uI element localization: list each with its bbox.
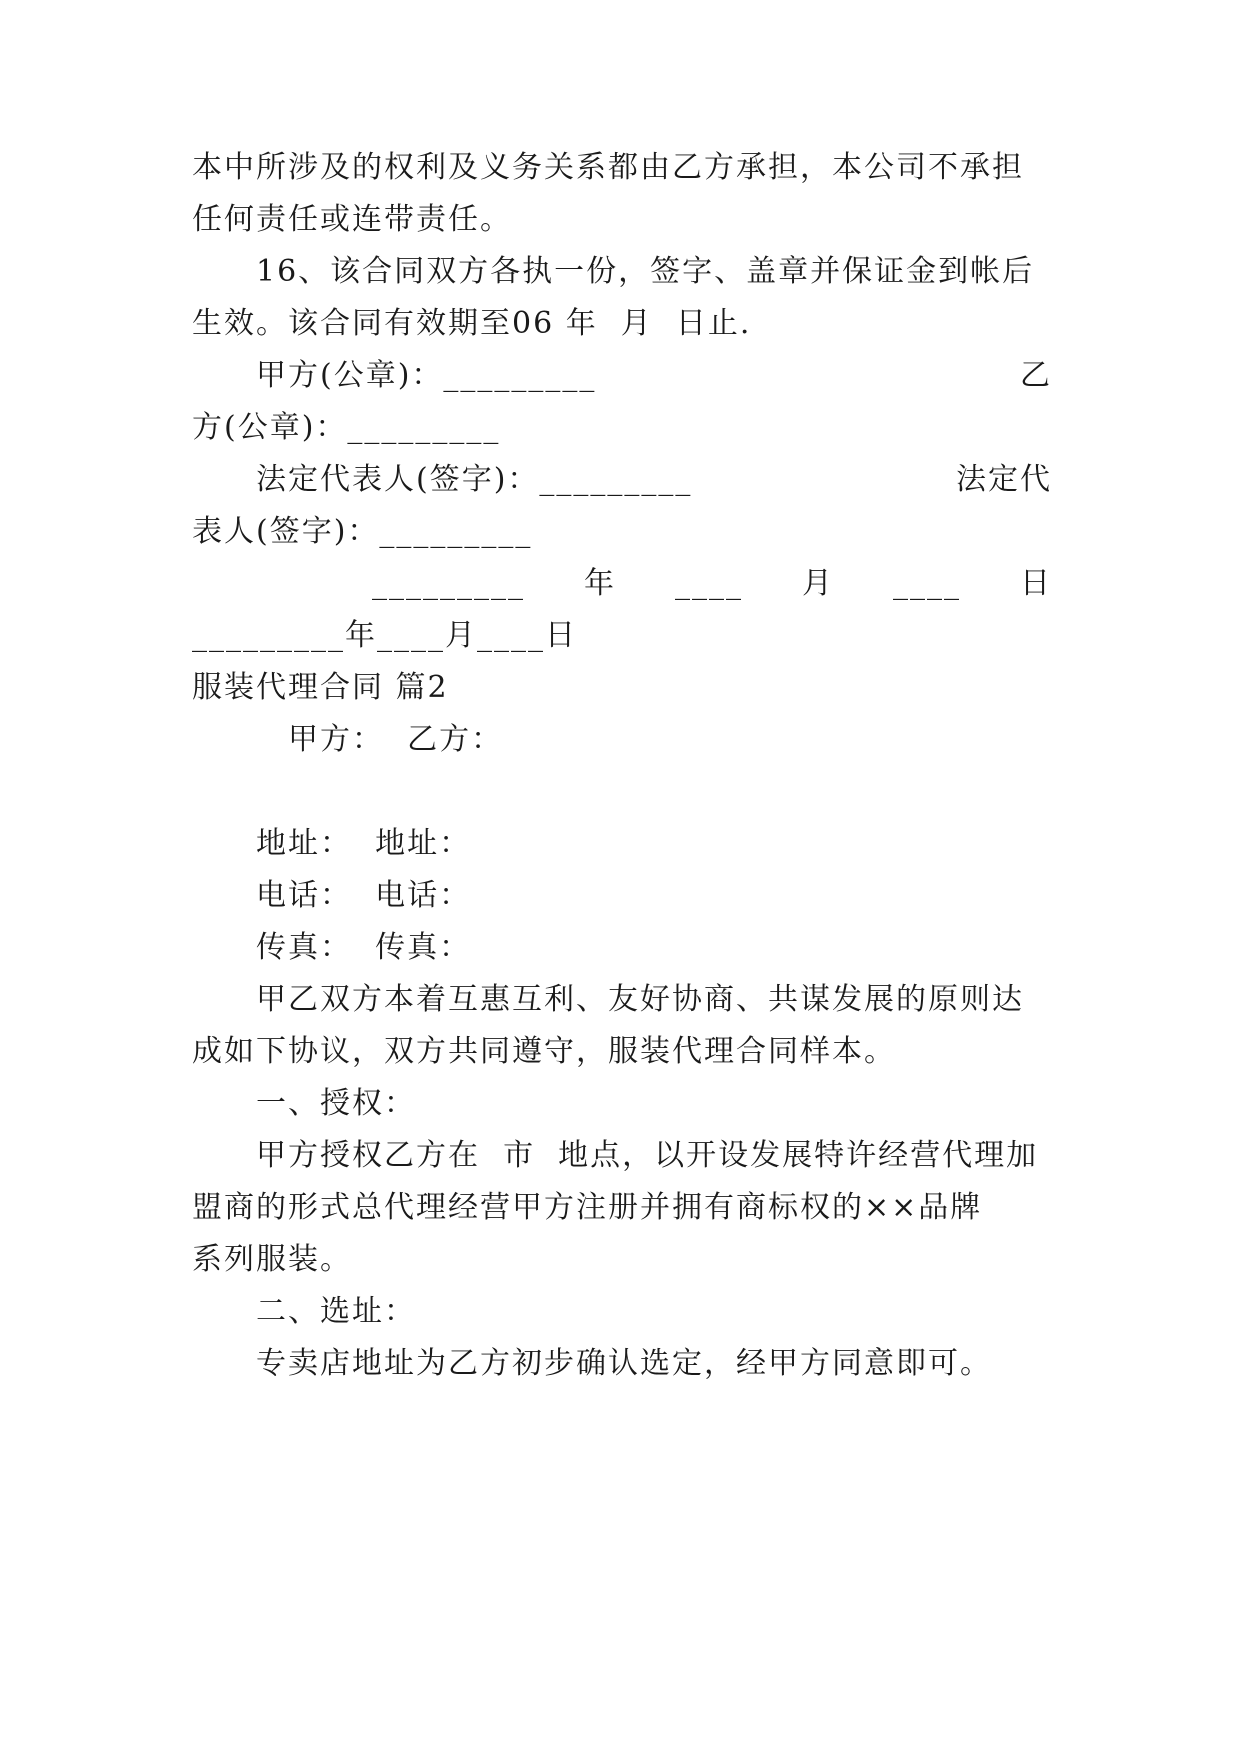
date-month-blank: ____ — [675, 566, 743, 601]
text-line: 生效。该合同有效期至06 年 月 日止. — [192, 306, 752, 341]
signature-line-representative-a — [192, 460, 1052, 500]
date-line-a — [372, 564, 1052, 604]
date-line-b: _________年____月____日 — [192, 618, 577, 653]
representative-b-label: 表人(签字)：_________ — [192, 514, 533, 549]
party-a-seal-label: 甲方(公章)：_________ — [192, 358, 597, 393]
signature-line-party-a — [192, 356, 1052, 396]
clause-heading-location: 二、选址： — [192, 1294, 416, 1329]
date-day-label: 日 — [1020, 566, 1052, 601]
fax-line: 传真： 传真： — [192, 930, 472, 965]
date-year-blank: _________ — [372, 566, 525, 601]
party-b-seal-label-start: 乙 — [1020, 358, 1052, 393]
text-line: 甲方授权乙方在 市 地点，以开设发展特许经营代理加 — [192, 1138, 1039, 1173]
text-line: 甲乙双方本着互惠互利、友好协商、共谋发展的原则达 — [192, 982, 1024, 1017]
parties-line: 甲方： 乙方： — [192, 722, 504, 757]
representative-b-label-start: 法定代 — [956, 462, 1052, 497]
date-year-label: 年 — [584, 566, 616, 601]
text-line: 16、该合同双方各执一份，签字、盖章并保证金到帐后 — [192, 254, 1035, 289]
phone-line: 电话： 电话： — [192, 878, 472, 913]
representative-a-label: 法定代表人(签字)：_________ — [192, 462, 693, 497]
party-b-seal-label: 方(公章)：_________ — [192, 410, 501, 445]
text-line: 盟商的形式总代理经营甲方注册并拥有商标权的××品牌 — [192, 1190, 983, 1225]
date-day-blank: ____ — [893, 566, 961, 601]
text-line: 任何责任或连带责任。 — [192, 202, 512, 237]
date-month-label: 月 — [802, 566, 834, 601]
section-title: 服装代理合同 篇2 — [192, 670, 449, 705]
text-line: 成如下协议，双方共同遵守，服装代理合同样本。 — [192, 1034, 896, 1069]
text-line: 系列服装。 — [192, 1242, 352, 1277]
clause-heading-authorization: 一、授权： — [192, 1086, 416, 1121]
text-line: 本中所涉及的权利及义务关系都由乙方承担，本公司不承担 — [192, 150, 1024, 185]
text-line: 专卖店地址为乙方初步确认选定，经甲方同意即可。 — [192, 1346, 992, 1381]
address-line: 地址： 地址： — [192, 826, 472, 861]
